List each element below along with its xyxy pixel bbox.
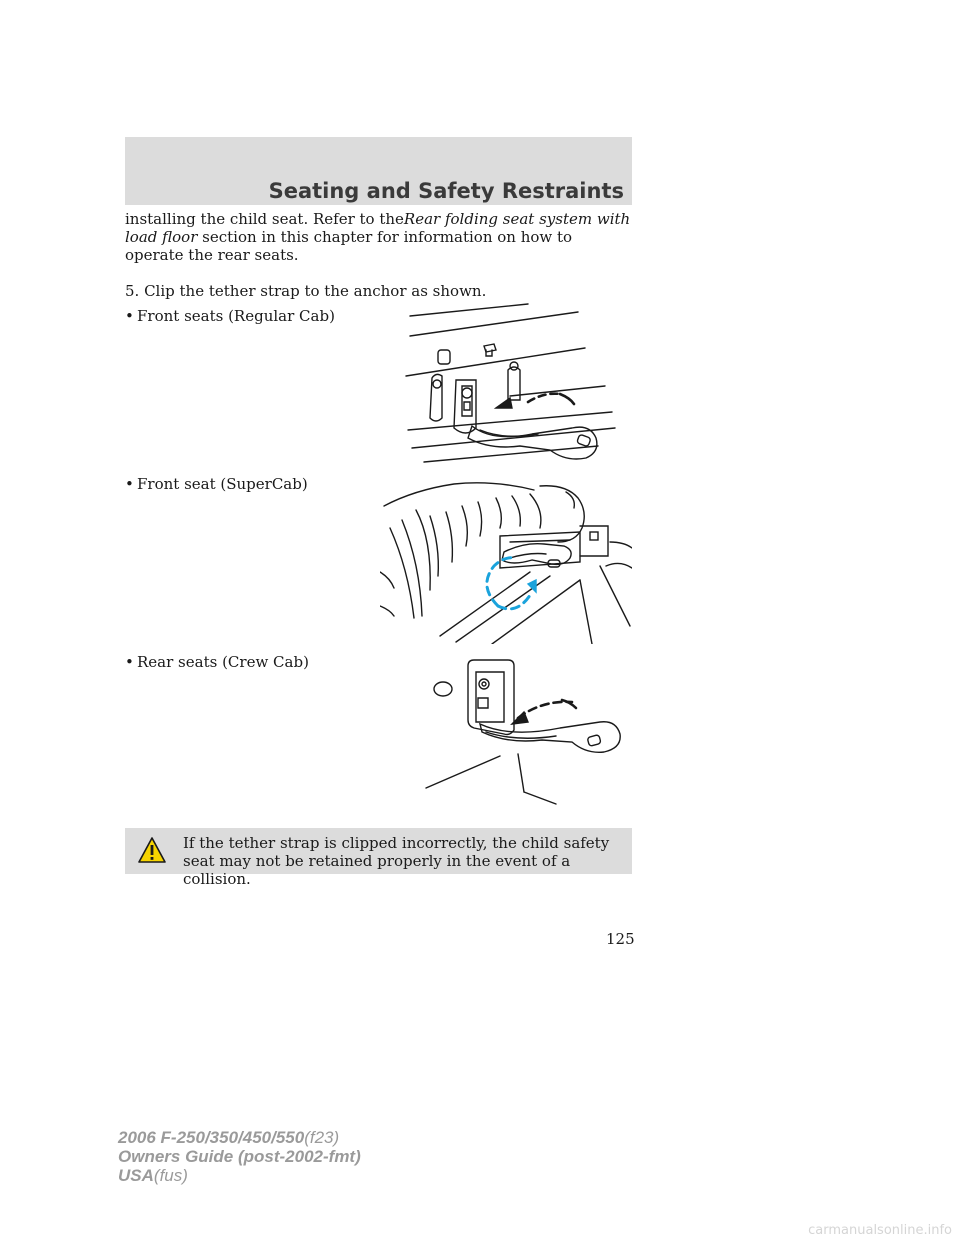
bullet-label: Front seat (SuperCab): [137, 475, 308, 493]
bullet-marker: •: [125, 307, 134, 325]
bullet-label: Front seats (Regular Cab): [137, 307, 335, 325]
regular-cab-anchor-illustration: [400, 298, 625, 470]
supercab-anchor-illustration: [380, 476, 632, 644]
bullet-regular-cab: [125, 307, 335, 325]
warning-text: If the tether strap is clipped incorrectly, the child safety seat may not be retained properly in the event of a collision.: [183, 834, 610, 888]
section-header-band: [125, 137, 632, 205]
step-5: 5. Clip the tether strap to the anchor as shown.: [125, 282, 487, 300]
section-reference: Rear folding seat system with load floor: [125, 210, 631, 246]
footer-market-code: (fus): [153, 1166, 188, 1185]
footer-market: USA: [118, 1166, 154, 1185]
intro-text-continued: section in this chapter for information on how to operate the rear seats.: [125, 228, 573, 264]
footer-guide-line: Owners Guide (post-2002-fmt): [118, 1147, 361, 1166]
warning-triangle-icon: [137, 836, 167, 864]
warning-box: [125, 828, 632, 888]
bullet-supercab: [125, 475, 308, 493]
bullet-crew-cab: [125, 653, 309, 671]
bullet-label: Rear seats (Crew Cab): [137, 653, 309, 671]
bullet-marker: •: [125, 475, 134, 493]
intro-paragraph: [125, 210, 635, 264]
intro-text: installing the child seat. Refer to the: [125, 210, 404, 228]
footer-market-line: [118, 1166, 361, 1185]
crew-cab-anchor-illustration: [420, 656, 635, 806]
page-number: 125: [606, 930, 635, 948]
section-title: Seating and Safety Restraints: [268, 179, 624, 203]
footer-model-line: [118, 1128, 361, 1147]
footer-model: 2006 F-250/350/450/550: [118, 1128, 305, 1147]
footer-model-code: (f23): [304, 1128, 340, 1147]
bullet-marker: •: [125, 653, 134, 671]
site-watermark: carmanualsonline.info: [808, 1223, 952, 1238]
document-footer: [118, 1128, 361, 1185]
